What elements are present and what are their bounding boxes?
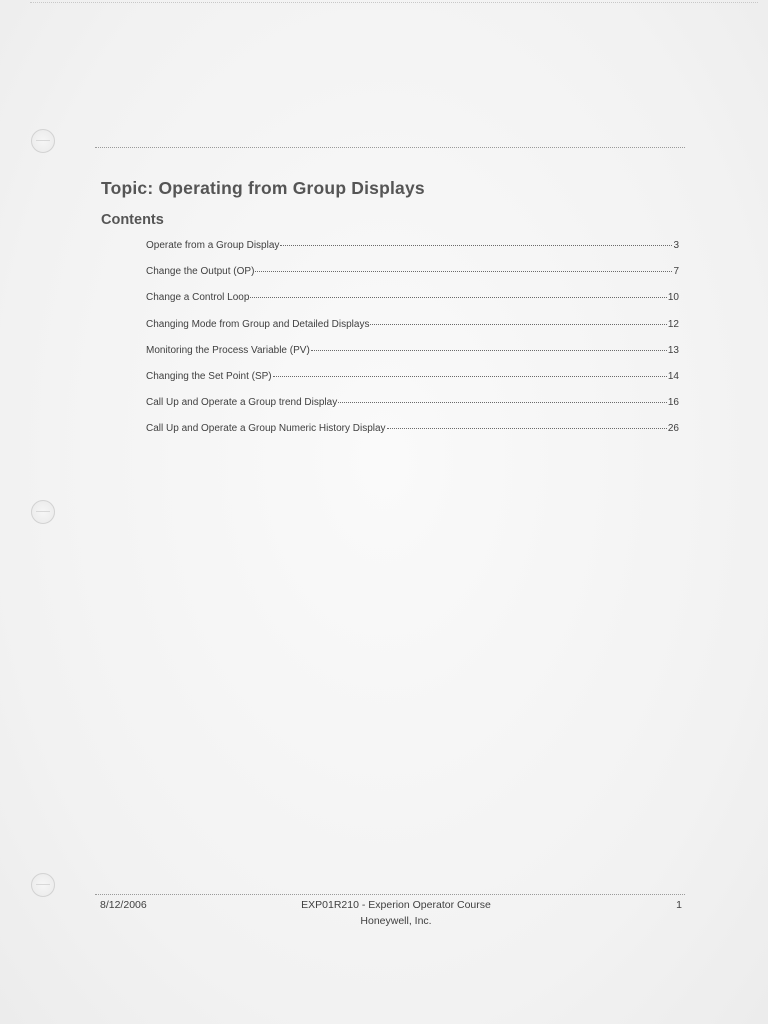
punch-hole-icon	[31, 873, 55, 897]
toc-leader	[273, 376, 667, 377]
toc-entry[interactable]	[146, 319, 679, 345]
footer-company: Honeywell, Inc.	[360, 915, 432, 927]
toc-leader	[250, 297, 666, 298]
page-title: Topic: Operating from Group Displays	[101, 178, 425, 198]
toc-entry-page: 13	[667, 344, 679, 356]
toc-entry-title: Changing Mode from Group and Detailed Displays	[146, 318, 370, 330]
footer-rule	[95, 894, 685, 895]
toc-entry-title: Monitoring the Process Variable (PV)	[146, 344, 310, 356]
toc-entry-title: Operate from a Group Display	[146, 240, 280, 251]
scan-top-edge	[30, 2, 758, 3]
table-of-contents	[146, 240, 679, 450]
toc-entry-page: 14	[667, 370, 679, 382]
toc-entry[interactable]	[146, 397, 679, 423]
toc-entry[interactable]	[146, 423, 679, 449]
page-footer	[100, 899, 682, 939]
toc-entry-title: Change the Output (OP)	[146, 266, 255, 278]
footer-date: 8/12/2006	[100, 899, 147, 911]
punch-hole-icon	[31, 129, 55, 153]
toc-entry-page: 12	[667, 318, 679, 330]
toc-entry[interactable]	[146, 240, 679, 266]
toc-entry[interactable]	[146, 345, 679, 371]
footer-page-number: 1	[676, 899, 682, 911]
toc-entry-title: Change a Control Loop	[146, 292, 250, 304]
toc-entry[interactable]	[146, 371, 679, 397]
punch-hole-icon	[31, 500, 55, 524]
toc-entry-page: 26	[667, 423, 679, 435]
toc-entry[interactable]	[146, 292, 679, 318]
header-rule	[95, 147, 685, 148]
toc-leader	[370, 324, 666, 325]
toc-entry-title: Call Up and Operate a Group trend Display	[146, 397, 338, 409]
toc-leader	[255, 271, 672, 272]
toc-leader	[280, 245, 672, 246]
toc-entry-page: 10	[667, 292, 679, 304]
toc-leader	[338, 402, 667, 403]
toc-entry-page: 7	[673, 266, 679, 278]
toc-leader	[311, 350, 667, 351]
toc-entry-page: 3	[673, 240, 679, 251]
toc-entry-title: Changing the Set Point (SP)	[146, 370, 272, 382]
toc-leader	[387, 428, 667, 429]
contents-heading: Contents	[101, 212, 164, 228]
footer-course-title: EXP01R210 - Experion Operator Course	[301, 899, 491, 911]
toc-entry[interactable]	[146, 266, 679, 292]
toc-entry-title: Call Up and Operate a Group Numeric History Display	[146, 423, 386, 435]
toc-entry-page: 16	[667, 397, 679, 409]
